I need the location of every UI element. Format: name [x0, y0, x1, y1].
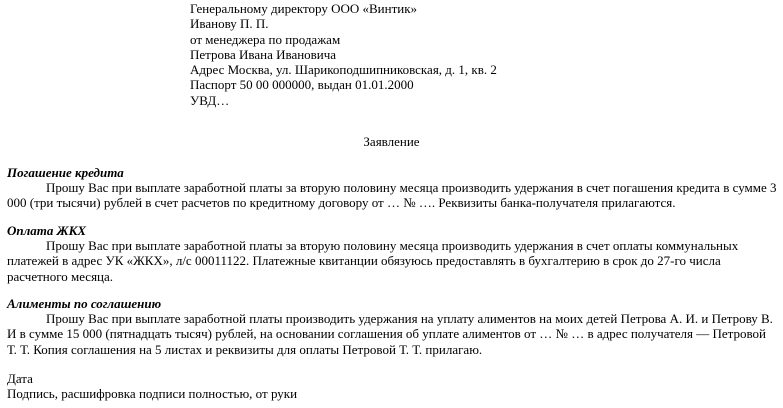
sender-passport: Паспорт 50 00 000000, выдан 01.01.2000 — [190, 77, 414, 93]
sender-issuer: УВД… — [190, 92, 230, 108]
section-text-utilities: Прошу Вас при выплате заработной платы за вторую половину месяца производить удержания в счет оплаты коммунальных платежей в адрес УК «ЖКХ», л/с 00011122. Платежные квитанции обязуюсь предоставлять в бухгалтерию в срок до 27-го числа расчетного месяца. — [7, 238, 739, 284]
addressee-director: Генеральному директору ООО «Винтик» — [190, 1, 418, 16]
addressee-name: Иванову П. П. — [190, 16, 269, 32]
signature-label: Подпись, расшифровка подписи полностью, от руки — [7, 386, 298, 401]
addressee-block — [190, 1, 497, 108]
section-heading-alimony: Алименты по соглашению — [7, 296, 162, 311]
section-text-credit: Прошу Вас при выплате заработной платы за вторую половину месяца производить удержания в счет погашения кредита в сумме 3 000 (три тысячи) рублей в счет расчетов по кредитному договору от … № …. Реквизиты банка-получателя прилагаются. — [7, 180, 777, 211]
section-text-alimony: Прошу Вас при выплате заработной платы производить удержания на уплату алиментов на моих детей Петрова А. И. и Петрову В. И в сумме 15 000 (пятнадцать тысяч) рублей, на основании соглашения об уплате алиментов от … № … в адрес получателя — Петровой Т. Т. Копия соглашения на 5 листах и реквизиты для оплаты Петровой Т. Т. прилагаю. — [7, 311, 773, 357]
sender-position: от менеджера по продажам — [190, 31, 341, 47]
sender-name: Петрова Ивана Ивановича — [190, 46, 337, 62]
sender-address: Адрес Москва, ул. Шарикоподшипниковская, д. 1, кв. 2 — [190, 62, 497, 78]
document-title: Заявление — [363, 134, 420, 149]
section-heading-credit: Погашение кредита — [7, 165, 124, 180]
date-label: Дата — [7, 371, 33, 386]
section-heading-utilities: Оплата ЖКХ — [7, 223, 87, 238]
